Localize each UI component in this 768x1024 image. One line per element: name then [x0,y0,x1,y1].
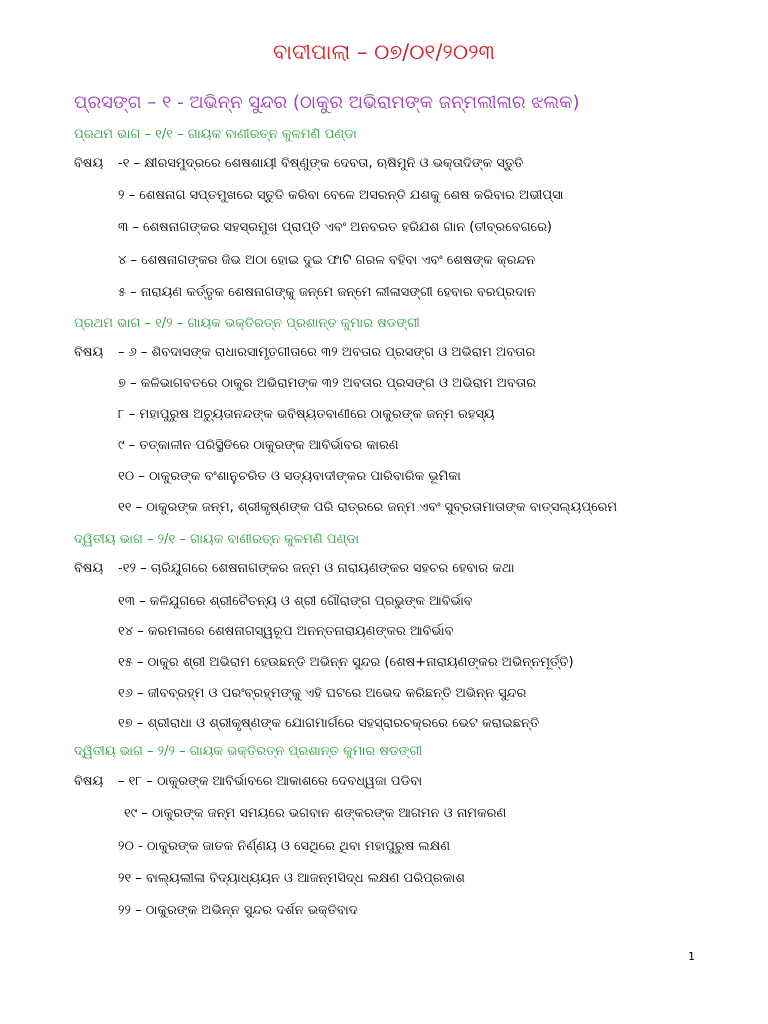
topic-prefix: ବିଷୟ [74,774,104,789]
topic-text: -୧ – କ୍ଷୀରସମୁଦ୍ରରେ ଶେଷଶାୟୀ ବିଷ୍ଣୁଙ୍କ ଦେବତା, ଋଷିମୁନି ଓ ଭକ୍ତାଦିଙ୍କ ସ୍ତୁତି [118,156,524,171]
topic-line: ୫ – ନାରାୟଣ କର୍ତ୍ତୃକ ଶେଷନାଗଙ୍କୁ ଜନ୍ମେ ଜନ୍ମେ ଲୀଳାସଙ୍ଗୀ ହେବାର ବରପ୍ରଦାନ [118,285,537,300]
topic-line: ୮ – ମହାପୁରୁଷ ଅଚ୍ୟୁତାନନ୍ଦଙ୍କ ଭବିଷ୍ୟତବାଣୀରେ ଠାକୁରଙ୍କ ଜନ୍ମ ରହସ୍ୟ [118,407,495,422]
section-heading: ପ୍ରଥମ ଭାଗ – ୧/୨ – ଗାୟକ ଭକ୍ତିରତ୍ନ ପ୍ରଶାନ୍ତ କୁମାର ଷଡଙ୍ଗୀ [74,316,420,331]
topic-line: ୧୯ – ଠାକୁରଙ୍କ ଜନ୍ମ ସମୟରେ ଭଗବାନ ଶଙ୍କରଙ୍କ ଆଗମନ ଓ ନାମକରଣ [124,806,507,821]
topic-line [74,154,523,174]
topic-line: ୭ – କଳିଭାଗବତରେ ଠାକୁର ଅଭିରାମଙ୍କ ୩୨ ଅବତାର ପ୍ରସଙ୍ଗ ଓ ଅଭିରାମ ଅବତାର [118,376,537,391]
topic-line: ୨୦ - ଠାକୁରଙ୍କ ଜାତକ ନିର୍ଣ୍ଣୟ ଓ ସେଥିରେ ଥିବା ମହାପୁରୁଷ ଲକ୍ଷଣ [118,839,451,854]
topic-line: ୧୩ – କଳିଯୁଗରେ ଶ୍ରୀଚୈତନ୍ୟ ଓ ଶ୍ରୀ ଗୌରାଙ୍ଗ ପ୍ରଭୁଙ୍କ ଆବିର୍ଭାବ [118,594,473,609]
section-heading: ଦ୍ୱିତୀୟ ଭାଗ – ୨/୨ – ଗାୟକ ଭକ୍ତିରତ୍ନ ପ୍ରଶାନ୍ତ କୁମାର ଷଡଙ୍ଗୀ [74,744,423,759]
topic-line: ୧୪ – କରମଳାରେ ଶେଷନାଗସ୍ୱରୂପ ଅନନ୍ତନାରାୟଣଙ୍କର ଆବିର୍ଭାବ [118,624,454,639]
topic-line: ୧୫ – ଠାକୁର ଶ୍ରୀ ଅଭିରାମ ହେଉଛନ୍ତି ଅଭିନ୍ନ ସୁନ୍ଦର (ଶେଷ+ନାରାୟଣଙ୍କର ଅଭିନ୍ନମୂର୍ତ୍ତି) [118,655,574,670]
section-heading: ଦ୍ୱିତୀୟ ଭାଗ – ୨/୧ – ଗାୟକ ବାଣୀରତ୍ନ କୁଳମଣି ପଣ୍ଡା [74,532,359,547]
topic-line: ୪ – ଶେଷନାଗଙ୍କର ଜିଭ ଅଠା ହୋଇ ଦୁଇ ଫାଟି ଗରଳ ବହିବା ଏବଂ ଶେଷଙ୍କ କ୍ରନ୍ଦନ [118,253,536,268]
topic-line: ୨୨ – ଠାକୁରଙ୍କ ଅଭିନ୍ନ ସୁନ୍ଦର ଦର୍ଶନ ଭକ୍ତିବାଦ [118,903,358,918]
topic-line: ୯ – ତତ୍‌କାଳୀନ ପରିସ୍ଥିତିରେ ଠାକୁରଙ୍କ ଆବିର୍ଭାବର କାରଣ [118,438,399,453]
topic-text: -୧୨ – ଚାରିଯୁଗରେ ଶେଷନାଗଙ୍କର ଜନ୍ମ ଓ ନାରାୟଣଙ୍କର ସହଚର ହେବାର କଥା [118,561,515,576]
topic-line: ୧୧ – ଠାକୁରଙ୍କ ଜନ୍ମ, ଶ୍ରୀକୃଷ୍ଣଙ୍କ ପରି ରାତ୍ରରେ ଜନ୍ମ ଏବଂ ସୁବ୍ରତାମାତାଙ୍କ ବାତ୍ସଲ୍ୟପ୍ରେମ [118,500,618,515]
topic-line: ୩ – ଶେଷନାଗଙ୍କର ସହସ୍ରମୁଖ ପ୍ରାପ୍ତି ଏବଂ ଅନବରତ ହରିଯଶ ଗାନ (ତୀବ୍ରବେଗରେ) [118,220,552,235]
section-heading: ପ୍ରଥମ ଭାଗ – ୧/୧ – ଗାୟକ ବାଣୀରତ୍ନ କୁଳମଣି ପଣ୍ଡା [74,127,357,142]
topic-line: ୧୦ – ଠାକୁରଙ୍କ ବଂଶାନୁଚରିତ ଓ ସତ୍ୟବାଦୀଙ୍କର ପାରିବାରିକ ଭୂମିକା [118,469,461,484]
topic-line: ୧୬ – ଜୀବବ୍ରହ୍ମ ଓ ପରଂବ୍ରହ୍ମଙ୍କୁ ଏହି ଘଟରେ ଅଭେଦ କରିଛନ୍ତି ଅଭିନ୍ନ ସୁନ୍ଦର [118,686,527,701]
topic-line [74,772,422,792]
topic-line: ୧୭ – ଶ୍ରୀରାଧା ଓ ଶ୍ରୀକୃଷ୍ଣଙ୍କ ଯୋଗମାର୍ଗରେ ସହସ୍ରାରଚକ୍ରରେ ଭେଟ କରାଇଛନ୍ତି [118,716,540,731]
topic-line [74,343,535,363]
topic-prefix: ବିଷୟ [74,345,104,360]
topic-prefix: ବିଷୟ [74,561,104,576]
topic-line: ୨୧ – ବାଲ୍ୟଲୀଳା ବିଦ୍ୟାଧ୍ୟୟନ ଓ ଆଜନ୍ମସିଦ୍ଧ ଲକ୍ଷଣ ପରିପ୍ରକାଶ [118,871,465,886]
page-subtitle: ପ୍ରସଙ୍ଗ – ୧ - ଅଭିନ୍ନ ସୁନ୍ଦର (ଠାକୁର ଅଭିରାମଙ୍କ ଜନ୍ମଲୀଳାର ଝଲକ) [74,92,580,113]
page-title: ବାଦୀପାଲା – ୦୭/୦୧/୨୦୨୩ [272,40,496,64]
topic-text: – ୬ – ଶିବଦାସଙ୍କ ରାଧାରସାମୃତଗୀତାରେ ୩୨ ଅବତାର ପ୍ରସଙ୍ଗ ଓ ଅଭିରାମ ଅବତାର [118,345,536,360]
page-number: 1 [688,950,695,963]
topic-text: – ୧୮ – ଠାକୁରଙ୍କ ଆବିର୍ଭାବରେ ଆକାଶରେ ଦେବଧ୍ୱଜା ପଡିବା [118,774,423,789]
topic-line [74,559,515,579]
topic-prefix: ବିଷୟ [74,156,104,171]
topic-line: ୨ – ଶେଷନାଗ ସପ୍ତମୁଖରେ ସ୍ତୁତି କରିବା ବେଳେ ଅସରନ୍ତି ଯଶକୁ ଶେଷ କରିବାର ଅଭୀପ୍ସା [118,188,564,203]
